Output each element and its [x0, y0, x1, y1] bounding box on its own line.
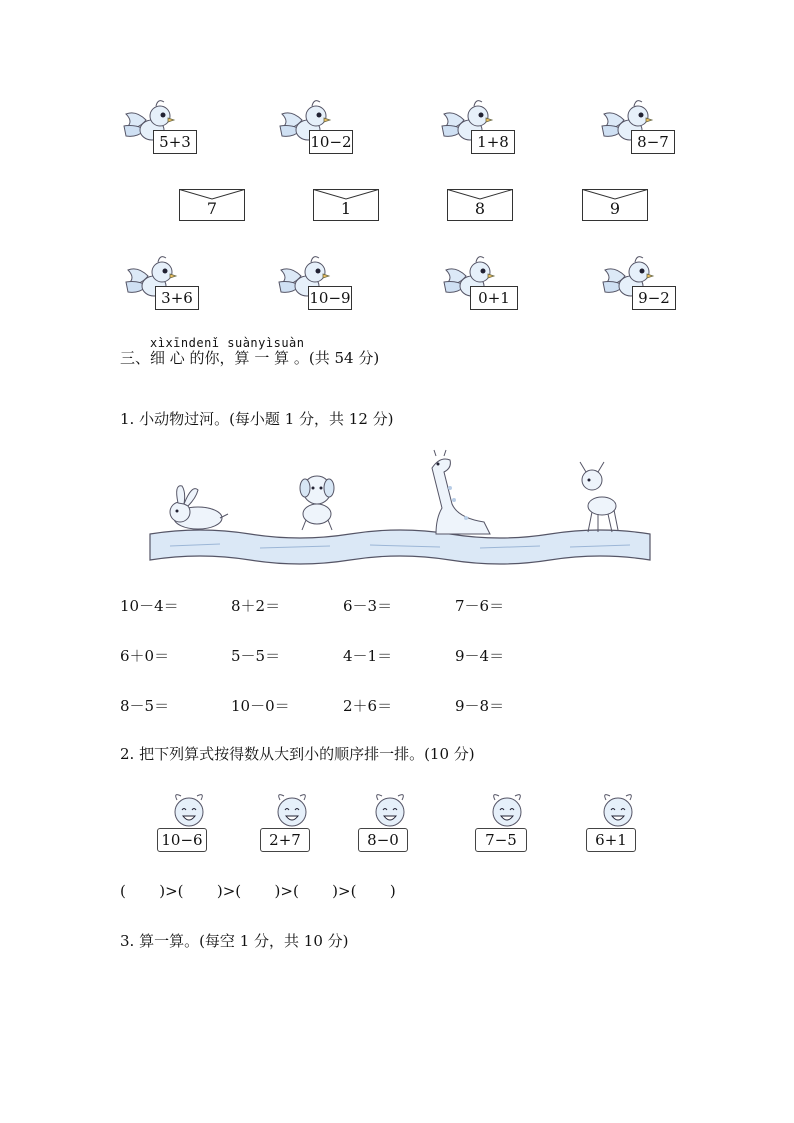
equation: 10－4＝: [120, 597, 179, 615]
sheep-card-1: [157, 790, 223, 856]
bird-card-4: [598, 96, 688, 158]
envelope-number: 7: [206, 199, 218, 218]
envelope-1: [179, 189, 245, 221]
bird-expression: 8−7: [631, 130, 675, 154]
envelope-3: [447, 189, 513, 221]
sheep-card-2: [260, 790, 326, 856]
equation: 5－5＝: [231, 647, 281, 665]
bird-expression: 9−2: [632, 286, 676, 310]
equation: 4－1＝: [343, 647, 393, 665]
envelope-4: [582, 189, 648, 221]
envelope-2: [313, 189, 379, 221]
q2-title: 2. 把下列算式按得数从大到小的顺序排一排。(10 分): [120, 745, 475, 763]
sheep-expression: 10−6: [157, 828, 207, 852]
equation: 8＋2＝: [231, 597, 281, 615]
bird-expression: 10−2: [309, 130, 353, 154]
order-answer-line: ( )>( )>( )>( )>( ): [120, 882, 396, 900]
dog-icon: [300, 476, 334, 530]
sheep-icon: [272, 790, 312, 830]
section3-pinyin: xìxīndenǐ suànyìsuàn: [150, 336, 305, 350]
equation: 9－4＝: [455, 647, 505, 665]
envelope-number: 1: [340, 199, 352, 218]
rabbit-icon: [170, 486, 228, 529]
sheep-card-3: [358, 790, 424, 856]
bird-card-8: [599, 252, 689, 314]
bird-card-3: [438, 96, 528, 158]
sheep-expression: 8−0: [358, 828, 408, 852]
sheep-expression: 2+7: [260, 828, 310, 852]
bird-expression: 0+1: [470, 286, 518, 310]
sheep-icon: [598, 790, 638, 830]
equation: 6－3＝: [343, 597, 393, 615]
section3-heading: [120, 347, 379, 368]
section3-title: 细 心 的你，算 一 算 。: [150, 349, 309, 367]
sheep-card-4: [475, 790, 541, 856]
sheep-expression: 6+1: [586, 828, 636, 852]
bird-card-5: [122, 252, 212, 314]
envelope-number: 8: [474, 199, 486, 218]
sheep-icon: [487, 790, 527, 830]
envelope-number: 9: [609, 199, 621, 218]
bird-expression: 5+3: [153, 130, 197, 154]
bird-expression: 10−9: [308, 286, 352, 310]
sheep-icon: [370, 790, 410, 830]
bird-expression: 3+6: [155, 286, 199, 310]
sheep-expression: 7−5: [475, 828, 527, 852]
equation: 7－6＝: [455, 597, 505, 615]
sheep-card-5: [586, 790, 652, 856]
giraffe-icon: [432, 450, 490, 534]
equation: 2＋6＝: [343, 697, 393, 715]
q3-title: 3. 算一算。(每空 1 分，共 10 分): [120, 932, 349, 950]
section3-score: (共 54 分): [308, 349, 380, 367]
sheep-icon: [169, 790, 209, 830]
equation: 6＋0＝: [120, 647, 170, 665]
bird-card-2: [276, 96, 366, 158]
deer-icon: [580, 462, 618, 532]
equation: 9－8＝: [455, 697, 505, 715]
q1-title: 1. 小动物过河。(每小题 1 分，共 12 分): [120, 410, 394, 428]
equation: 8－5＝: [120, 697, 170, 715]
bird-card-7: [440, 252, 530, 314]
river-scene: [140, 448, 655, 574]
bird-card-1: [120, 96, 210, 158]
bird-expression: 1+8: [471, 130, 515, 154]
equation: 10－0＝: [231, 697, 290, 715]
bird-card-6: [275, 252, 365, 314]
section3-prefix: 三、: [120, 349, 151, 367]
